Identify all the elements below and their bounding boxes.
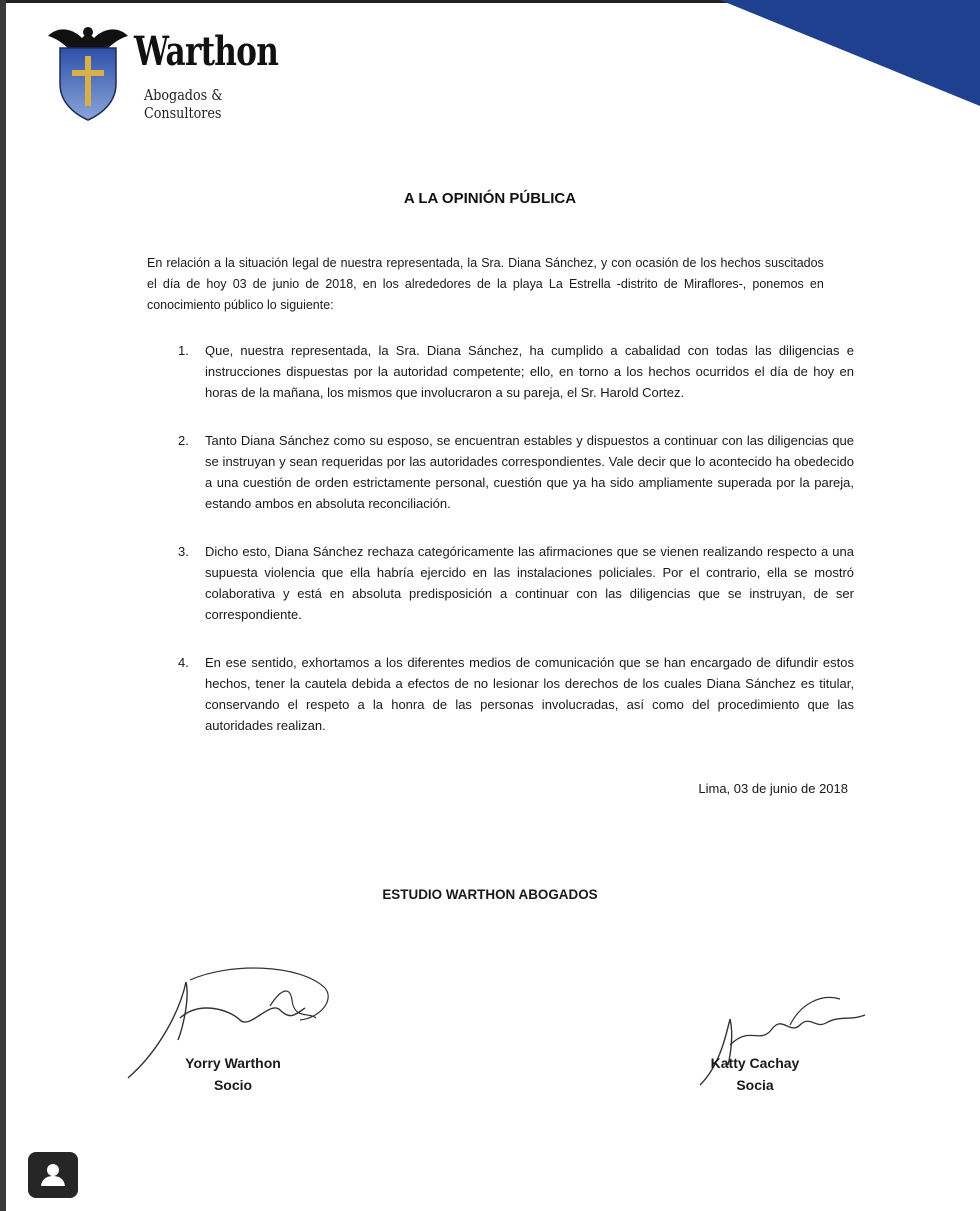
list-item: [178, 430, 854, 514]
signatory-right: [690, 1052, 820, 1096]
user-tag-button[interactable]: [28, 1152, 78, 1198]
signatory-name: Yorry Warthon: [185, 1055, 281, 1071]
signatory-role: Socia: [736, 1077, 774, 1093]
signatory-left: [168, 1052, 298, 1096]
list-item: [178, 541, 854, 625]
list-item-text: Que, nuestra representada, la Sra. Diana Sánchez, ha cumplido a cabalidad con todas las diligencias e instrucciones dispuestas por la autoridad competente; ello, en torno a los hechos ocurridos el día de hoy en horas de la mañana, los mismos que involucraron a su pareja, el Sr. Harold Cortez.: [205, 343, 854, 400]
studio-name: ESTUDIO WARTHON ABOGADOS: [382, 886, 598, 902]
intro-paragraph: En relación a la situación legal de nuestra representada, la Sra. Diana Sánchez, y con ocasión de los hechos suscitados el día de hoy 03 de junio de 2018, en los alrededores de la playa La Estrella -distrito de Miraflores-, ponemos en conocimiento público lo siguiente:: [147, 255, 824, 312]
place-date: Lima, 03 de junio de 2018: [698, 781, 848, 796]
corner-accent: [720, 0, 980, 110]
list-item-number: 2.: [178, 433, 189, 448]
list-item-text: En ese sentido, exhortamos a los diferentes medios de comunicación que se han encargado de difundir estos hechos, tener la cautela debida a efectos de no lesionar los derechos de los cuales Diana Sánchez es titular, conservando el respeto a la honra de las personas involucradas, así como del procedimiento que las autoridades realizan.: [205, 655, 854, 733]
document-title: A LA OPINIÓN PÚBLICA: [403, 190, 577, 207]
signatory-name: Katty Cachay: [710, 1055, 800, 1071]
list-item-number: 1.: [178, 343, 189, 358]
brand-subtitle: Abogados & Consultores: [144, 86, 223, 122]
list-item: [178, 340, 854, 403]
list-item: [178, 652, 854, 736]
brand-logo: [46, 22, 296, 126]
user-tag-icon: [28, 1152, 78, 1198]
list-item-number: 4.: [178, 655, 189, 670]
list-item-text: Dicho esto, Diana Sánchez rechaza categóricamente las afirmaciones que se vienen realizando respecto a una supuesta violencia que ella habría ejercido en las instalaciones policiales. Por el contrario, ella se mostró colaborativa y está en absoluta predisposición a continuar con las diligencias que se instruyan, de ser correspondiente.: [205, 544, 854, 622]
list-item-number: 3.: [178, 544, 189, 559]
list-item-text: Tanto Diana Sánchez como su esposo, se encuentran estables y dispuestos a continuar con las diligencias que se instruyan y sean requeridas por las autoridades correspondientes. Vale decir que lo acontecido ha obedecido a una cuestión de orden estrictamente personal, cuestión que ya ha sido ampliamente superada por la pareja, estando ambos en absoluta reconciliación.: [205, 433, 854, 511]
brand-name: Warthon: [134, 28, 279, 75]
eagle-shield-icon: [46, 22, 130, 122]
signatory-role: Socio: [213, 1077, 253, 1093]
left-edge: [0, 0, 6, 1211]
numbered-list: [178, 340, 854, 763]
